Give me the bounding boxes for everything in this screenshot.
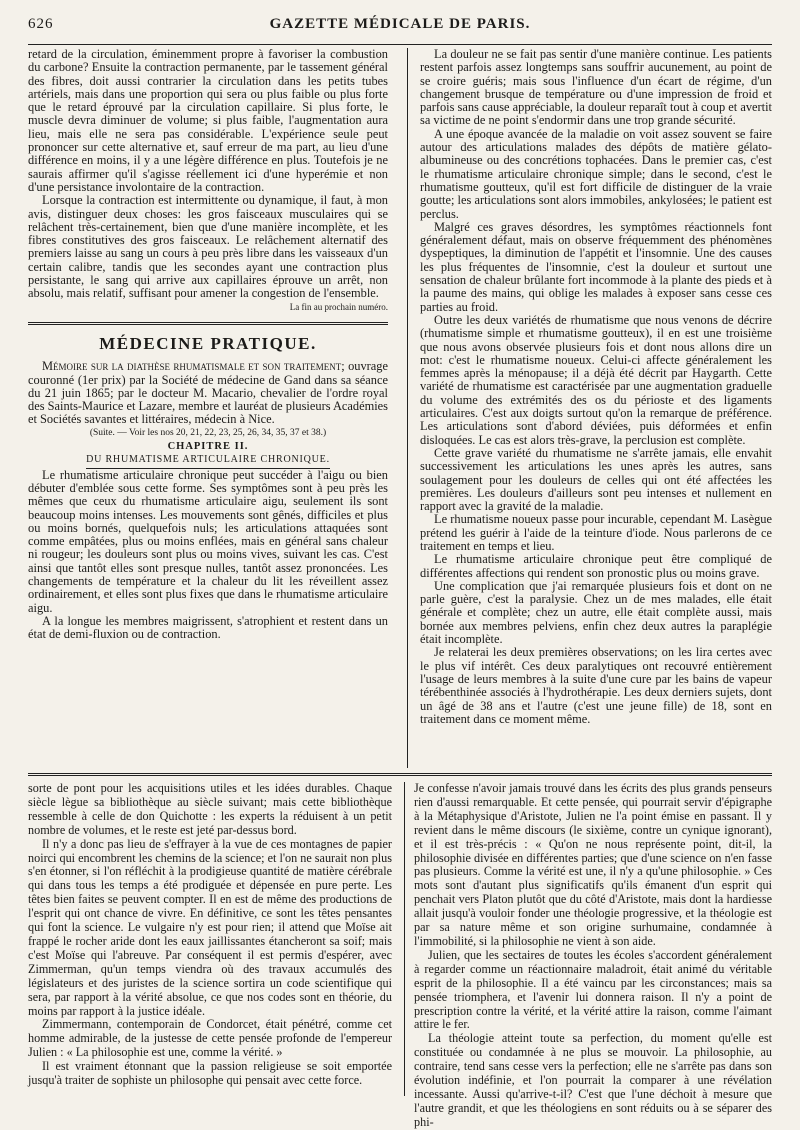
paragraph: La théologie atteint toute sa perfection, du moment qu'elle est constituée ou condamnée à ne plus se mouvoir. La philosophie, au contraire, tend sans cesse vers la perfection; elle ne s'arrête pas dans son évolution indéfinie, et l'on pourrait la comparer à une révélation incessante. Aussi qu'arrive-t-il? C'est que l'une déchoit à mesure que l'autre grandit, et que les théologiens en sont réduits ou à se séparer des phi- bbox=[414, 1031, 772, 1129]
suite-note: (Suite. — Voir les nos 20, 21, 22, 23, 25, 26, 34, 35, 37 et 38.) bbox=[89, 427, 327, 438]
paragraph: Outre les deux variétés de rhumatisme que nous venons de décrire (rhumatisme simple et rhumatisme goutteux), il en est une troisième que nous avons observée plusieurs fois et dont nous allons dire un mot: c'est le rhumatisme noueux. Celui-ci affecte généralement les femmes après la ménopause; il a déjà été décrit par Haygarth. Cette variété de rhumatisme est caractérisée par une augmentation graduelle du volume des extrémités des os du périoste et des ligaments articulaires. C'est aux doigts surtout qu'on la remarque de préférence. Les articulations sont d'abord déviées, puis déformées et enfin disloquées. Le cas est alors très-grave, la perclusion est complète. bbox=[420, 312, 772, 447]
feuilleton-rule bbox=[28, 773, 772, 776]
section-title: MÉDECINE PRATIQUE. bbox=[99, 333, 317, 353]
column-divider-top bbox=[407, 48, 408, 768]
section-separator bbox=[28, 322, 388, 325]
top-left-column bbox=[28, 48, 388, 770]
top-right-column bbox=[420, 48, 772, 770]
paragraph: Cette grave variété du rhumatisme ne s'arrête jamais, elle envahit successivement les articulations les unes après les autres, sans soulagement pour les douleurs de celles qui ont été affectées les premières. Les douleurs d'ailleurs sont peu intenses et nullement en rapport avec la gravité de la maladie. bbox=[420, 445, 772, 514]
bottom-left-column bbox=[28, 782, 392, 1098]
header-rule bbox=[28, 44, 772, 45]
chapter-subtitle bbox=[28, 453, 388, 468]
page-header bbox=[28, 14, 772, 36]
journal-title: GAZETTE MÉDICALE DE PARIS. bbox=[269, 16, 531, 32]
paragraph: Julien, que les sectaires de toutes les écoles s'accordent généralement à regarder comme un réactionnaire maladroit, était animé du véritable esprit de la philosophie. Il a été vaincu par les circonstances; mais sa pensée triomphera, et l'avenir lui donnera raison. Il n'y a point de prescription contre la vérité, et la vérité attire la raison, comme l'aimant attire le fer. bbox=[414, 947, 772, 1032]
paragraph: Le rhumatisme articulaire chronique peut succéder à l'aigu ou bien débuter d'emblée sous cette forme. Ses symptômes sont à peu près les mêmes que ceux du rhumatisme articulaire aigu, seulement ils sont beaucoup moins intenses. Les mouvements sont gênés, difficiles et plus ou moins bornés, quelquefois nuls; les articulations attaquées sont comme empâtées, plus ou moins enflées, mais en général sans chaleur ni rougeur; les douleurs sont plus ou moins vives, suivant les cas. C'est ainsi que tantôt elles sont presque nulles, tantôt assez prononcées. Les changements de température et la chaleur du lit les réveillent assez ordinairement, et elles sont plus fixes que dans le rhumatisme articulaire aigu. bbox=[28, 467, 388, 615]
article-byline: ouvrage couronné (1er prix) par la Société de médecine de Gand dans sa séance du 21 juin 1865; par le docteur M. Macario, chevalier de l'ordre royal des Saints-Maurice et Lazare, membre et lauréat de plusieurs Académies et Sociétés savantes et littéraires, médecin à Nice. bbox=[28, 359, 388, 427]
paragraph: Le rhumatisme noueux passe pour incurable, cependant M. Lasègue prétend les guérir à l'aide de la teinture d'iode. Nous parlerons de ce traitement en temps et lieu. bbox=[420, 512, 772, 553]
paragraph: La douleur ne se fait pas sentir d'une manière continue. Les patients restent parfois assez longtemps sans souffrir aucunement, au point de se croire guéris; mais sous l'influence d'un écart de régime, d'un changement brusque de température ou d'une impression de froid et parfois sans cause appréciable, la douleur reparaît tout à coup et avertit sa victime de ne point s'endormir dans une trop grande sécurité. bbox=[420, 47, 772, 128]
paragraph: Je relaterai les deux premières observations; on les lira certes avec le plus vif intérêt. Ces deux paralytiques ont recouvré entièrement l'usage de leurs membres à la suite d'une cure par les bains de vapeur térébenthinée associés à l'hydrothérapie. Les deux derniers sujets, dont un âgé de 38 ans et l'autre (c'est une jeune fille) de 18, sont en traitement dans ce moment même. bbox=[420, 645, 772, 726]
paragraph: Je confesse n'avoir jamais trouvé dans les écrits des plus grands penseurs rien d'aussi remarquable. Et cette pensée, qui pourrait servir d'épigraphe à la Métaphysique d'Aristote, Julien ne l'a point émise en passant. Il y revient dans le même discours (le sixième, contre un cynique ignorant), et il est très-précis : « Qu'on ne nous représente point, dit-il, la philosophie divisée en différentes parties; que d'une science on n'en fasse pas plusieurs. Comme la vérité est une, il n'y a qu'une philosophie. » Ces mots sont d'autant plus significatifs qu'ils émanent d'un esprit qui penchait vers Platon plutôt que du côté d'Aristote, mais dont la hardiesse allait jusqu'à vouloir fonder une théologie progressive, et la théologie est par sa nature même et son origine surhumaine, condamnée à l'immobilité, si la philosophie ne vient à son aide. bbox=[414, 781, 772, 948]
page-number: 626 bbox=[28, 16, 54, 32]
continued-note: La fin au prochain numéro. bbox=[289, 301, 388, 312]
chapter-heading: CHAPITRE II. bbox=[167, 441, 249, 453]
paragraph: Il n'y a donc pas lieu de s'effrayer à la vue de ces montagnes de papier noirci qui encombrent les chemins de la science; et l'on ne saurait non plus s'en étonner, si l'on réfléchit à la prodigieuse quantité de matière cérébrale qui dans tous les temps a été prodiguée et dépensée en pure perte. Les têtes bien faites se peuvent compter. Il en est de même des productions de l'esprit qui ont chance de vivre. En définitive, ce sont les têtes pensantes qui font la science. Le vulgaire n'y est pour rien; il attend que Moïse ait frappé le rocher aride dont les eaux jaillissantes étancheront sa soif; mais c'est Moïse qui l'abreuve. Par conséquent il est permis d'espérer, avec Zimmerman, qu'un temps viendra où des travaux accumulés des législateurs et des juristes de la science sortira un code scientifique qui sera, par rapport à la vérité absolue, ce que nos codes sont en théorie, du moins par rapport à la justice idéale. bbox=[28, 836, 392, 1018]
article-title: Mémoire sur la diathèse rhumatismale et son traitement; bbox=[42, 359, 345, 374]
paragraph: retard de la circulation, éminemment propre à favoriser la combustion du carbone? Ensuite la contraction permanente, par le tassement général des fibres, doit aussi contrarier la circulation dans les petits tubes artériels, mais dans une proportion qui sera ou plus faible ou plus forte que le retard éprouvé par la circulation capillaire. Si plus forte, le muscle devra diminuer de volume; si plus faible, l'augmentation aura lieu, mais elle ne sera pas considérable. L'expérience seule peut prononcer sur cette alternative et, sauf erreur de ma part, au lieu d'une différence en moins, il y a une légère différence en plus. Toutefois je ne saurais affirmer qu'il s'agisse réellement ici d'une hyperémie et non d'une persistance involontaire de la contraction. bbox=[28, 47, 388, 194]
paragraph: A la longue les membres maigrissent, s'atrophient et restent dans un état de demi-fluxion ou de contraction. bbox=[28, 613, 388, 642]
paragraph: sorte de pont pour les acquisitions utiles et les idées durables. Chaque siècle lègue sa bibliothèque au siècle suivant; mais cette bibliothèque ressemble à celle de don Quichotte : les experts la réduisent à un petit nombre de volumes, et le reste est jeté par-dessus bord. bbox=[28, 781, 392, 837]
column-divider-bottom bbox=[404, 782, 405, 1096]
paragraph: A une époque avancée de la maladie on voit assez souvent se faire autour des articulations malades des dépôts de matière gélato-albumineuse ou des concrétions tophacées. Dans le premier cas, c'est le rhumatisme articulaire chronique simple; dans le second, c'est le rhumatisme goutteux, qu'il est fort difficile de distinguer de la vraie goutte; les articulations sont alors immobiles, ankylosées; le patient est perclus. bbox=[420, 126, 772, 221]
paragraph: Zimmermann, contemporain de Condorcet, était pénétré, comme cet homme admirable, de la justesse de cette pensée profonde de l'empereur Julien : « La philosophie est une, comme la vérité. » bbox=[28, 1017, 392, 1060]
bottom-right-column bbox=[414, 781, 772, 1129]
paragraph: Lorsque la contraction est intermittente ou dynamique, il faut, à mon avis, distinguer deux choses: les gros faisceaux musculaires qui se relâchent très-certainement, bien que d'une manière incomplète, et les fibres constitutives des gros faisceaux. Le relâchement alternatif des premiers laisse au sang un cours à peu près libre dans les vaisseaux d'un certain calibre, tandis que les secondes ayant une contraction plus persistante, le sang qui arrive aux capillaires éprouve un arrêt, non absolu, mais relatif, suffisant pour amener la congestion de l'ensemble. bbox=[28, 193, 388, 301]
paragraph: Le rhumatisme articulaire chronique peut être compliqué de différentes affections qui rendent son pronostic plus ou moins grave. bbox=[420, 552, 772, 580]
paragraph: Il est vraiment étonnant que la passion religieuse se soit emportée jusqu'à traiter de sophiste un philosophe qui pensait avec cette force. bbox=[28, 1059, 392, 1088]
paragraph: Malgré ces graves désordres, les symptômes réactionnels font généralement défaut, mais on observe fréquemment des phénomènes dyspeptiques, la diminution de l'appétit et l'insomnie. Une des causes les plus fréquentes de l'insomnie, c'est la douleur et surtout une sensation de chaleur brûlante fort incommode à la plante des pieds et à la paume des mains, qui oblige les malades à exposer sans cesse ces parties au froid. bbox=[420, 219, 772, 314]
article-intro bbox=[28, 360, 388, 426]
chapter-subtitle-text: DU RHUMATISME ARTICULAIRE CHRONIQUE. bbox=[86, 453, 330, 468]
paragraph: Une complication que j'ai remarquée plusieurs fois et dont on ne parle guère, c'est la paralysie. Chez un de mes malades, elle était générale et complète; chez un autre, elle était complète aussi, mais bornée aux membres pelviens, enfin chez deux autres la paraplégie était incomplète. bbox=[420, 578, 772, 647]
